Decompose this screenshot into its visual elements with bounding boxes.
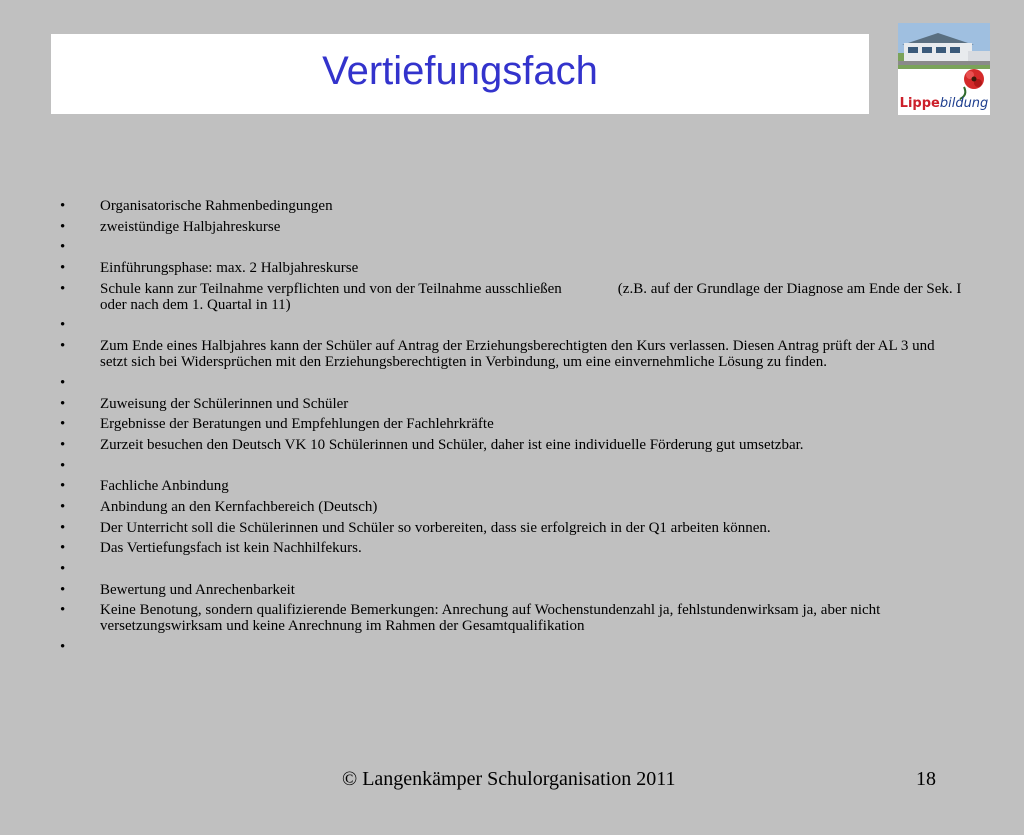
- list-item: [58, 281, 963, 313]
- slide-title: Vertiefungsfach: [322, 48, 598, 93]
- list-item: [58, 540, 963, 556]
- list-item: [58, 416, 963, 432]
- bullet-symbol: •: [60, 395, 66, 412]
- list-item: [58, 260, 963, 276]
- bullet-symbol: •: [60, 218, 66, 235]
- bullet-symbol: •: [60, 338, 66, 355]
- bullet-text: Zuweisung der Schülerinnen und Schüler: [100, 395, 349, 412]
- bullet-text: Keine Benotung, sondern qualifizierende Bemerkungen: Anrechung auf Wochenstundenzahl ja, fehlstundenwirksam ja, aber nicht versetzungswirksam und keine Anrechnung im Rahmen der Gesamtqualifikation: [100, 602, 881, 635]
- bullet-symbol: •: [60, 239, 66, 256]
- bullet-symbol: •: [60, 260, 66, 277]
- bullet-symbol: •: [60, 540, 66, 557]
- list-item: [58, 458, 963, 474]
- bullet-symbol: •: [60, 198, 66, 214]
- bullet-symbol: •: [60, 639, 66, 656]
- bullet-symbol: •: [60, 374, 66, 391]
- bullet-text: Einführungsphase: max. 2 Halbjahreskurse: [100, 260, 359, 277]
- list-item: [58, 338, 963, 370]
- bullet-text-part1: Schule kann zur Teilnahme verpflichten und von der Teilnahme ausschließen: [100, 280, 562, 297]
- list-item: [58, 219, 963, 235]
- bullet-text: Zurzeit besuchen den Deutsch VK 10 Schülerinnen und Schüler, daher ist eine individuelle Förderung gut umsetzbar.: [100, 436, 804, 453]
- bullet-symbol: •: [60, 581, 66, 598]
- logo-text-lippe: Lippe: [899, 96, 940, 111]
- bullet-symbol: •: [60, 519, 66, 536]
- bullet-text: Anbindung an den Kernfachbereich (Deutsch): [100, 498, 378, 515]
- list-item: [58, 375, 963, 391]
- logo-wordmark: [898, 97, 990, 111]
- bullet-text: Fachliche Anbindung: [100, 478, 229, 495]
- bullet-text: Das Vertiefungsfach ist kein Nachhilfekurs.: [100, 540, 362, 557]
- bullet-text: Der Unterricht soll die Schülerinnen und Schüler so vorbereiten, dass sie erfolgreich in der Q1 arbeiten können.: [100, 519, 771, 536]
- bullet-text: zweistündige Halbjahreskurse: [100, 218, 281, 235]
- list-item: [58, 198, 963, 214]
- bullet-symbol: •: [60, 478, 66, 495]
- bullet-list: [58, 198, 963, 660]
- bullet-text: Ergebnisse der Beratungen und Empfehlungen der Fachlehrkräfte: [100, 416, 494, 433]
- list-item: [58, 639, 963, 655]
- logo-text-bildung: bildung: [939, 96, 989, 111]
- list-item: [58, 561, 963, 577]
- list-item: [58, 437, 963, 453]
- bullet-text: Organisatorische Rahmenbedingungen: [100, 198, 333, 214]
- list-item: [58, 520, 963, 536]
- bullet-symbol: •: [60, 602, 66, 619]
- footer-copyright: © Langenkämper Schulorganisation 2011: [342, 768, 676, 790]
- list-item: [58, 396, 963, 412]
- list-item: [58, 317, 963, 333]
- bullet-symbol: •: [60, 457, 66, 474]
- title-box: [51, 34, 869, 114]
- bullet-symbol: •: [60, 317, 66, 334]
- list-item: [58, 602, 963, 634]
- bullet-symbol: •: [60, 498, 66, 515]
- bullet-symbol: •: [60, 436, 66, 453]
- page-number: 18: [916, 768, 936, 790]
- list-item: [58, 499, 963, 515]
- list-item: [58, 239, 963, 255]
- list-item: [58, 582, 963, 598]
- bullet-text: Zum Ende eines Halbjahres kann der Schüler auf Antrag der Erziehungsberechtigten den Kurs verlassen. Diesen Antrag prüft der AL 3 und setzt sich bei Widersprüchen mit den Erziehungsberechtigten in Verbindung, um eine einvernehmliche Lösung zu finden.: [100, 338, 935, 371]
- bullet-symbol: •: [60, 561, 66, 577]
- bullet-symbol: •: [60, 416, 66, 433]
- list-item: [58, 478, 963, 494]
- lippebildung-logo: [898, 23, 990, 115]
- bullet-symbol: •: [60, 280, 66, 297]
- bullet-text-part2: (z.B. auf der Grundlage der Diagnose am Ende der Sek. I oder nach dem 1. Quartal in 11): [100, 280, 962, 313]
- bullet-text: Bewertung und Anrechenbarkeit: [100, 581, 295, 598]
